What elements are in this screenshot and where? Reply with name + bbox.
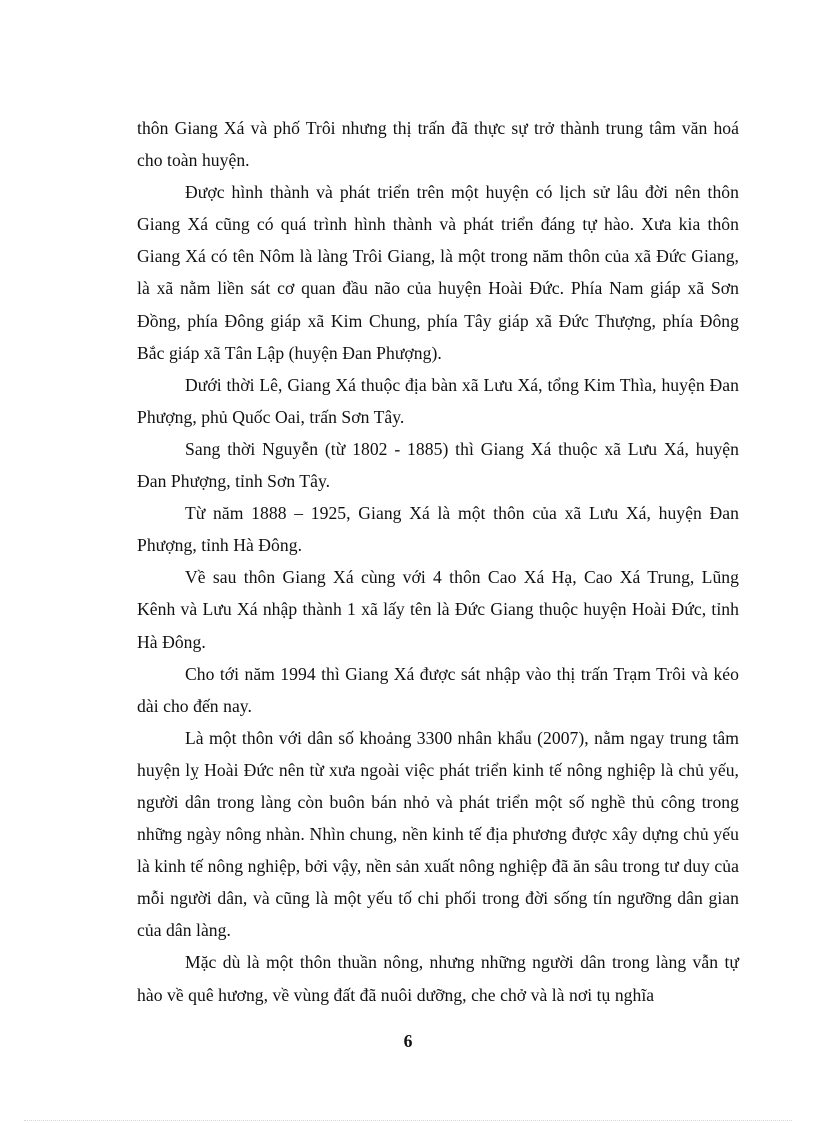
paragraph-nguyen-dynasty: Sang thời Nguyễn (từ 1802 - 1885) thì Giang Xá thuộc xã Lưu Xá, huyện Đan Phượng, tỉnh Sơn Tây.	[137, 438, 739, 492]
page-number: 6	[403, 1031, 413, 1051]
paragraph-origin-geography: Được hình thành và phát triển trên một huyện có lịch sử lâu đời nên thôn Giang Xá cũng có quá trình hình thành và phát triển đáng tự hào. Xưa kia thôn Giang Xá có tên Nôm là làng Trôi Giang, là một trong năm thôn của xã Đức Giang, là xã nằm liền sát cơ quan đầu não của huyện Hoài Đức. Phía Nam giáp xã Sơn Đồng, phía Đông giáp xã Kim Chung, phía Tây giáp xã Đức Thượng, phía Đông Bắc giáp xã Tân Lập (huyện Đan Phượng).	[137, 182, 739, 363]
paragraph-population-economy: Là một thôn với dân số khoảng 3300 nhân khẩu (2007), nằm ngay trung tâm huyện lỵ Hoài Đức nên từ xưa ngoài việc phát triển kinh tế nông nghiệp là chủ yếu, người dân trong làng còn buôn bán nhỏ và phát triển một số nghề thủ công trong những ngày nông nhàn. Nhìn chung, nền kinh tế địa phương được xây dựng chủ yếu là kinh tế nông nghiệp, bởi vậy, nền sản xuất nông nghiệp đã ăn sâu trong tư duy của mỗi người dân, và cũng là một yếu tố chi phối trong đời sống tín ngưỡng dân gian của dân làng.	[137, 727, 739, 941]
body-text	[137, 112, 739, 1011]
paragraph-le-dynasty: Dưới thời Lê, Giang Xá thuộc địa bàn xã Lưu Xá, tổng Kim Thìa, huyện Đan Phượng, phủ Quốc Oai, trấn Sơn Tây.	[137, 374, 739, 427]
paragraph-duc-giang-merger: Về sau thôn Giang Xá cùng với 4 thôn Cao Xá Hạ, Cao Xá Trung, Lũng Kênh và Lưu Xá nhập thành 1 xã lấy tên là Đức Giang thuộc huyện Hoài Đức, tỉnh Hà Đông.	[137, 567, 739, 652]
bottom-dotted-rule	[24, 1120, 792, 1121]
paragraph-1994-tram-troi: Cho tới năm 1994 thì Giang Xá được sát nhập vào thị trấn Trạm Trôi và kéo dài cho đến nay.	[137, 663, 739, 716]
paragraph-pride-homeland: Mặc dù là một thôn thuần nông, nhưng những người dân trong làng vẫn tự hào về quê hương, về vùng đất đã nuôi dưỡng, che chở và là nơi tụ nghĩa	[137, 952, 739, 1005]
paragraph-continuation: thôn Giang Xá và phố Trôi nhưng thị trấn đã thực sự trở thành trung tâm văn hoá cho toàn huyện.	[137, 118, 739, 171]
paragraph-1888-1925: Từ năm 1888 – 1925, Giang Xá là một thôn của xã Lưu Xá, huyện Đan Phượng, tỉnh Hà Đông.	[137, 503, 739, 556]
